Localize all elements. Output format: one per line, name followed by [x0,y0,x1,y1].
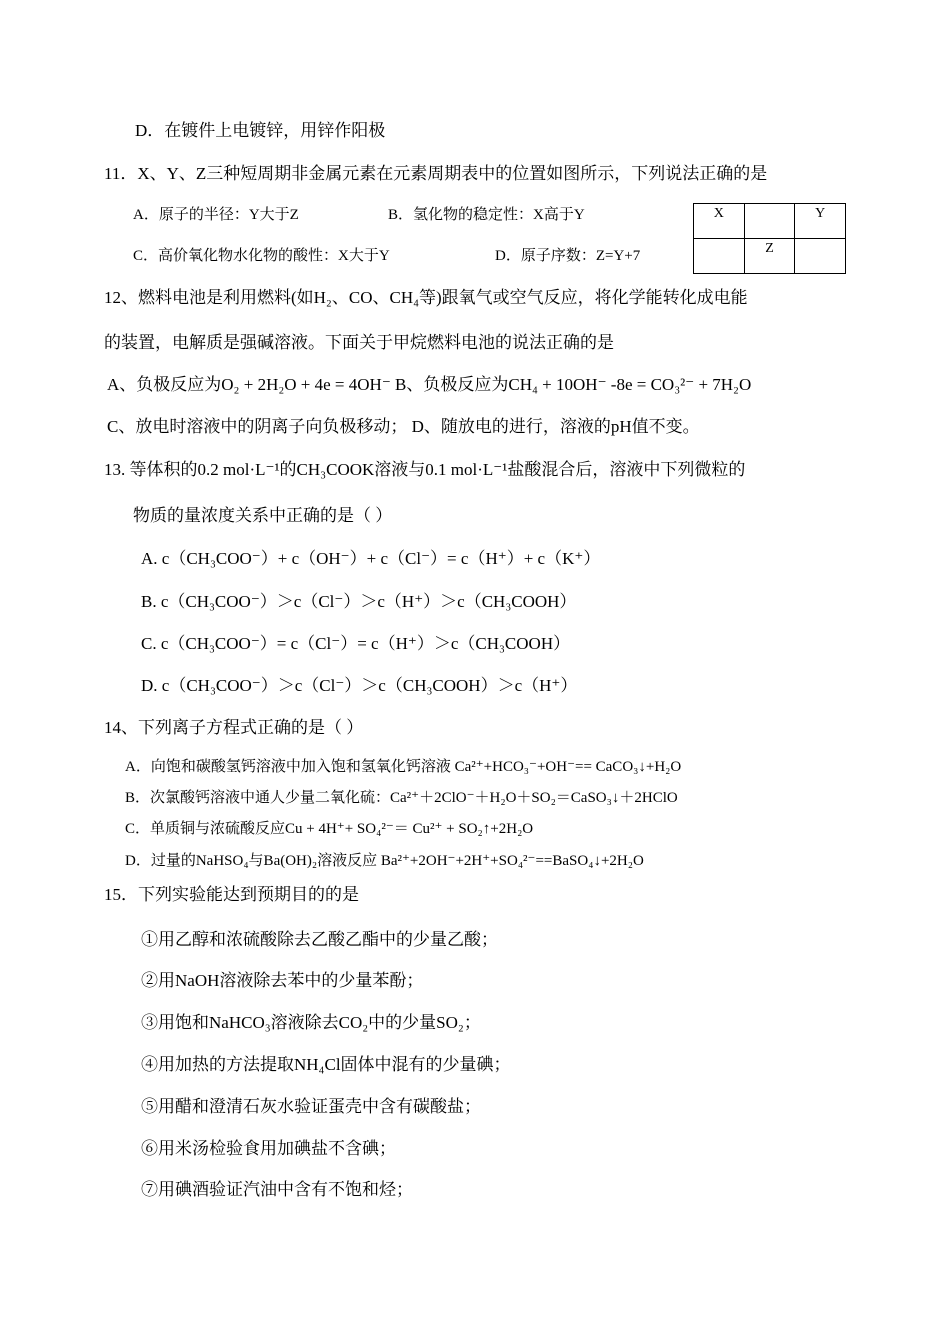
question-15-item: ⑦用碘酒验证汽油中含有不饱和烃； [141,1180,413,1199]
question-11-option-d: D．原子序数：Z=Y+7 [495,248,641,264]
question-10-option-d: D．在镀件上电镀锌，用锌作阳极 [135,121,386,140]
question-13-option-b: B. c（CH₃COO⁻）＞c（Cl⁻）＞c（H⁺）＞c（CH₃COOH） [141,592,577,611]
question-15-item: ①用乙醇和浓硫酸除去乙酸乙酯中的少量乙酸； [141,930,498,949]
question-15-item: ④用加热的方法提取NH₄Cl固体中混有的少量碘； [141,1055,511,1074]
question-13-stem-line2: 物质的量浓度关系中正确的是（ ） [133,506,393,525]
question-13-option-a: A. c（CH₃COO⁻）+ c（OH⁻）+ c（Cl⁻）= c（H⁺）+ c（K⁺） [141,549,601,568]
question-15-stem: 15．下列实验能达到预期目的的是 [104,885,359,904]
question-13-option-d: D. c（CH₃COO⁻）＞c（Cl⁻）＞c（CH₃COOH）＞c（H⁺） [141,676,578,695]
question-14-option-c: C．单质铜与浓硫酸反应Cu + 4H⁺+ SO₄²⁻＝ Cu²⁺ + SO₂↑+2H₂O [125,821,534,837]
question-14-option-d: D．过量的NaHSO₄与Ba(OH)₂溶液反应 Ba²⁺+2OH⁻+2H⁺+SO₄²⁻==BaSO₄↓+2H₂O [125,853,644,869]
question-15-item: ②用NaOH溶液除去苯中的少量苯酚； [141,971,424,990]
question-15-item: ③用饱和NaHCO₃溶液除去CO₂中的少量SO₂； [141,1013,481,1032]
question-12-options-ab: A、负极反应为O₂ + 2H₂O + 4e = 4OH⁻ B、负极反应为CH₄ + 10OH⁻ -8e = CO₃²⁻ + 7H₂O [107,375,752,394]
question-11-option-a: A．原子的半径：Y大于Z [133,207,299,223]
question-14-option-a: A．向饱和碳酸氢钙溶液中加入饱和氢氧化钙溶液 Ca²⁺+HCO₃⁻+OH⁻== CaCO₃↓+H₂O [125,759,682,775]
cell-empty [694,239,745,274]
question-13-option-c: C. c（CH₃COO⁻）= c（Cl⁻）= c（H⁺）＞c（CH₃COOH） [141,634,571,653]
cell-x: X [694,204,745,239]
question-12-options-cd: C、放电时溶液中的阴离子向负极移动； D、随放电的进行，溶液的pH值不变。 [107,417,700,436]
periodic-table-figure [693,203,846,274]
question-13-stem-line1: 13. 等体积的0.2 mol·L⁻¹的CH₃COOK溶液与0.1 mol·L⁻¹盐酸混合后，溶液中下列微粒的 [104,460,746,479]
question-14-stem: 14、下列离子方程式正确的是（ ） [104,718,364,737]
cell-z: Z [744,239,795,274]
question-12-stem-line2: 的装置，电解质是强碱溶液。下面关于甲烷燃料电池的说法正确的是 [104,333,614,352]
question-11-option-c: C．高价氧化物水化物的酸性：X大于Y [133,248,390,264]
cell-empty [744,204,795,239]
question-15-item: ⑥用米汤检验食用加碘盐不含碘； [141,1139,396,1158]
question-12-stem-line1: 12、燃料电池是利用燃料(如H₂、CO、CH₄等)跟氧气或空气反应，将化学能转化成电能 [104,288,748,307]
question-14-option-b: B．次氯酸钙溶液中通人少量二氧化硫：Ca²⁺＋2ClO⁻＋H₂O＋SO₂＝CaSO₃↓＋2HClO [125,790,678,806]
question-15-item: ⑤用醋和澄清石灰水验证蛋壳中含有碳酸盐； [141,1097,481,1116]
question-11-stem: 11．X、Y、Z三种短周期非金属元素在元素周期表中的位置如图所示，下列说法正确的是 [104,164,768,183]
cell-empty [795,239,846,274]
cell-y: Y [795,204,846,239]
question-11-option-b: B．氢化物的稳定性：X高于Y [388,207,585,223]
